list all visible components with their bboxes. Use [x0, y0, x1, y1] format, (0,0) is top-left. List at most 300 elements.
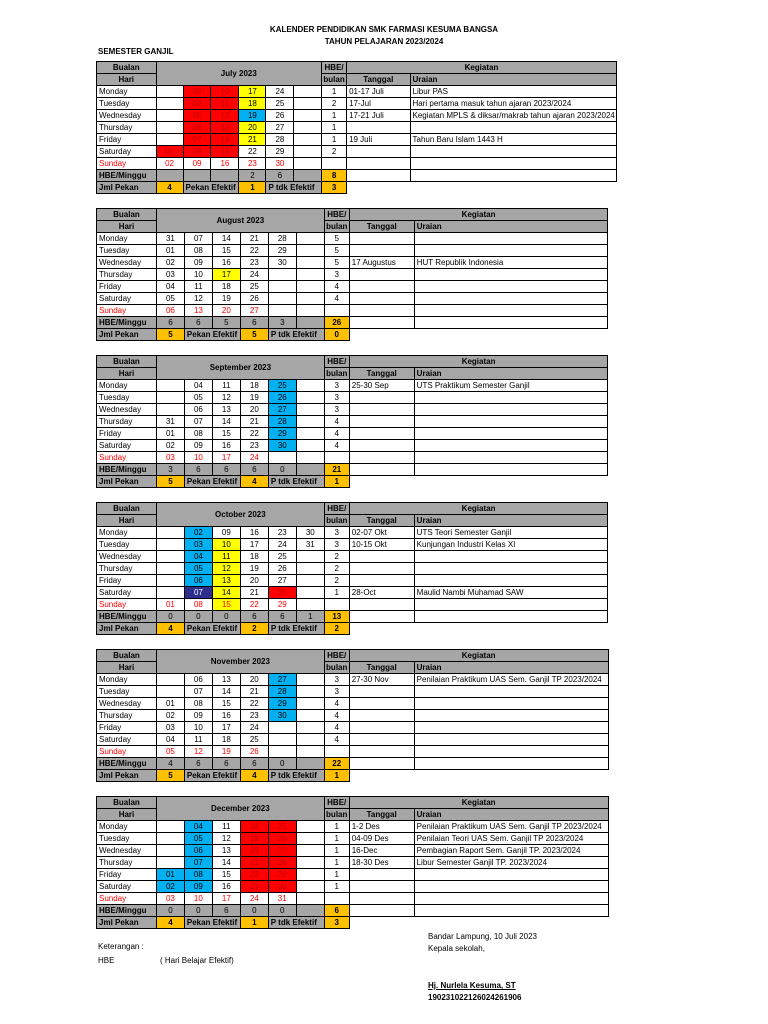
hbe-bulan-cell: 2	[324, 563, 349, 575]
kegiatan-tanggal-cell	[349, 269, 414, 281]
hbe-bulan-label-1: HBE/	[324, 209, 349, 221]
hbe-bulan-cell: 4	[324, 428, 349, 440]
day-label: Monday	[97, 674, 157, 686]
kegiatan-tanggal-cell: 19 Juli	[347, 134, 410, 146]
date-cell: 27	[268, 845, 296, 857]
jml-pekan-label: Jml Pekan	[97, 623, 157, 635]
hbe-bulan-cell: 4	[324, 416, 349, 428]
date-cell	[296, 722, 324, 734]
hbe-bulan-label-1: HBE/	[324, 797, 349, 809]
kegiatan-uraian-cell: Tahun Baru Islam 1443 H	[410, 134, 616, 146]
kegiatan-tanggal-cell: 10-15 Okt	[349, 539, 414, 551]
day-row	[97, 734, 762, 746]
month-name: September 2023	[156, 356, 324, 380]
kegiatan-uraian-cell	[414, 293, 608, 305]
day-label: Wednesday	[97, 551, 157, 563]
day-label: Friday	[97, 575, 157, 587]
hbe-minggu-cell: 6	[266, 170, 294, 182]
date-cell	[296, 293, 324, 305]
date-cell	[296, 452, 324, 464]
tanggal-label: Tanggal	[349, 809, 414, 821]
kegiatan-tanggal-cell: 28-Oct	[349, 587, 414, 599]
month-table-0	[96, 61, 762, 194]
jml-pekan-value: 5	[156, 476, 184, 488]
hbe-total: 13	[324, 611, 349, 623]
p-tdk-efektif-value: 0	[324, 329, 349, 341]
hbe-bulan-label-2: bulan	[323, 75, 345, 84]
date-cell: 04	[184, 380, 212, 392]
date-cell: 11	[212, 380, 240, 392]
hbe-minggu-cell: 3	[268, 317, 296, 329]
date-cell	[156, 539, 184, 551]
jml-pekan-value: 4	[156, 182, 183, 194]
kegiatan-tanggal-cell	[349, 392, 414, 404]
date-cell: 29	[268, 428, 296, 440]
hbe-bulan-cell: 4	[324, 293, 349, 305]
day-row	[97, 845, 762, 857]
kegiatan-tanggal-cell: 01-17 Juli	[347, 86, 410, 98]
day-label: Friday	[97, 281, 157, 293]
day-row	[97, 563, 762, 575]
date-cell: 13	[211, 122, 239, 134]
hbe-minggu-cell	[294, 170, 322, 182]
date-cell: 11	[184, 281, 212, 293]
date-cell: 05	[156, 293, 184, 305]
date-cell	[296, 416, 324, 428]
day-label: Thursday	[97, 710, 157, 722]
date-cell: 03	[183, 86, 211, 98]
day-row	[97, 746, 762, 758]
p-tdk-efektif-value: 2	[324, 623, 349, 635]
tanggal-label: Tanggal	[349, 515, 414, 527]
document-subtitle: TAHUN PELAJARAN 2023/2024	[324, 37, 444, 46]
kegiatan-label: Kegiatan	[349, 209, 608, 221]
day-row	[97, 134, 762, 146]
month-name: July 2023	[156, 62, 322, 86]
empty-cell	[349, 317, 414, 329]
bualan-label: Bualan	[97, 650, 157, 662]
date-cell: 08	[184, 599, 212, 611]
date-cell: 16	[212, 257, 240, 269]
date-cell: 22	[240, 698, 268, 710]
day-row	[97, 440, 762, 452]
day-row	[97, 527, 762, 539]
date-cell: 27	[266, 122, 294, 134]
hbe-bulan-cell: 1	[324, 857, 349, 869]
empty-cell	[414, 758, 608, 770]
pekan-efektif-label: Pekan Efektif	[184, 329, 240, 341]
date-cell: 02	[184, 527, 212, 539]
date-cell	[296, 674, 324, 686]
hbe-bulan-cell: 3	[324, 269, 349, 281]
hari-label: Hari	[97, 662, 157, 674]
kegiatan-uraian-cell	[414, 869, 608, 881]
date-cell: 19	[240, 833, 268, 845]
kegiatan-tanggal-cell	[349, 734, 414, 746]
empty-cell	[349, 464, 414, 476]
hbe-minggu-cell: 6	[212, 758, 240, 770]
kegiatan-tanggal-cell	[347, 158, 410, 170]
date-cell: 30	[266, 158, 294, 170]
jml-pekan-value: 4	[156, 623, 184, 635]
date-cell: 14	[212, 686, 240, 698]
date-cell: 03	[184, 539, 212, 551]
day-label: Tuesday	[97, 392, 157, 404]
date-cell: 30	[268, 440, 296, 452]
empty-cell	[414, 611, 608, 623]
day-row	[97, 86, 762, 98]
kegiatan-uraian-cell	[414, 893, 608, 905]
date-cell	[156, 122, 183, 134]
date-cell: 14	[212, 857, 240, 869]
day-label: Tuesday	[97, 539, 157, 551]
bualan-label: Bualan	[97, 356, 157, 368]
date-cell	[156, 380, 184, 392]
date-cell	[296, 893, 324, 905]
kegiatan-uraian-cell	[414, 734, 608, 746]
p-tdk-efektif-label: P tdk Efektif	[268, 476, 324, 488]
date-cell: 09	[184, 440, 212, 452]
day-label: Sunday	[97, 452, 157, 464]
hbe-minggu-cell: 0	[156, 611, 184, 623]
day-label: Wednesday	[97, 110, 157, 122]
hbe-minggu-cell	[296, 758, 324, 770]
kegiatan-tanggal-cell: 17-21 Juli	[347, 110, 410, 122]
p-tdk-efektif-label: P tdk Efektif	[268, 770, 324, 782]
tanggal-label: Tanggal	[349, 368, 414, 380]
pekan-efektif-value: 5	[240, 329, 268, 341]
empty-cell	[347, 170, 410, 182]
hbe-bulan-cell	[324, 599, 349, 611]
date-cell: 22	[239, 146, 266, 158]
date-cell: 21	[240, 686, 268, 698]
kegiatan-tanggal-cell: 1-2 Des	[349, 821, 414, 833]
date-cell	[296, 269, 324, 281]
day-label: Saturday	[97, 587, 157, 599]
hbe-minggu-cell: 0	[156, 905, 184, 917]
hbe-minggu-cell: 0	[184, 611, 212, 623]
hbe-total: 26	[324, 317, 349, 329]
date-cell: 30	[268, 881, 296, 893]
date-cell: 18	[239, 98, 266, 110]
date-cell: 13	[212, 404, 240, 416]
day-row	[97, 305, 762, 317]
hbe-minggu-label: HBE/Minggu	[97, 317, 157, 329]
hbe-bulan-cell: 5	[324, 233, 349, 245]
hbe-bulan-cell: 3	[324, 527, 349, 539]
hbe-minggu-cell	[183, 170, 211, 182]
jml-pekan-value: 4	[156, 917, 184, 929]
date-cell	[268, 734, 296, 746]
p-tdk-efektif-label: P tdk Efektif	[268, 623, 324, 635]
day-label: Wednesday	[97, 404, 157, 416]
date-cell	[268, 452, 296, 464]
kegiatan-tanggal-cell	[349, 722, 414, 734]
date-cell: 22	[240, 245, 268, 257]
uraian-label: Uraian	[414, 662, 608, 674]
day-label: Tuesday	[97, 833, 157, 845]
hari-label: Hari	[97, 74, 157, 86]
day-label: Tuesday	[97, 245, 157, 257]
date-cell: 17	[239, 86, 266, 98]
date-cell	[296, 563, 324, 575]
date-cell: 01	[156, 869, 184, 881]
date-cell: 04	[156, 281, 184, 293]
kegiatan-uraian-cell: Pembagian Raport Sem. Ganjil TP. 2023/2024	[414, 845, 608, 857]
kegiatan-tanggal-cell	[349, 686, 414, 698]
jml-pekan-label: Jml Pekan	[97, 476, 157, 488]
kegiatan-uraian-cell	[414, 698, 608, 710]
hbe-total: 6	[324, 905, 349, 917]
day-row	[97, 281, 762, 293]
date-cell	[294, 122, 322, 134]
day-row	[97, 233, 762, 245]
kegiatan-tanggal-cell	[349, 881, 414, 893]
date-cell: 17	[212, 722, 240, 734]
document-title: KALENDER PENDIDIKAN SMK FARMASI KESUMA BANGSA	[269, 25, 499, 34]
date-cell: 07	[184, 857, 212, 869]
date-cell	[156, 674, 184, 686]
date-cell	[296, 281, 324, 293]
p-tdk-efektif-value: 3	[322, 182, 347, 194]
date-cell: 25	[268, 380, 296, 392]
date-cell: 25	[240, 281, 268, 293]
hbe-bulan-cell: 1	[324, 821, 349, 833]
date-cell: 15	[212, 428, 240, 440]
kegiatan-uraian-cell: HUT Republik Indonesia	[414, 257, 608, 269]
date-cell: 04	[183, 98, 211, 110]
date-cell: 20	[240, 845, 268, 857]
hbe-minggu-label: HBE/Minggu	[97, 905, 157, 917]
date-cell: 29	[266, 146, 294, 158]
signature-position: Kepala sekolah,	[428, 944, 485, 953]
date-cell: 25	[266, 98, 294, 110]
date-cell: 06	[184, 674, 212, 686]
date-cell: 07	[184, 233, 212, 245]
kegiatan-tanggal-cell: 18-30 Des	[349, 857, 414, 869]
date-cell: 02	[156, 440, 184, 452]
kegiatan-uraian-cell: Maulid Nambi Muhamad SAW	[414, 587, 608, 599]
date-cell	[296, 881, 324, 893]
kegiatan-label: Kegiatan	[347, 62, 617, 74]
day-row	[97, 698, 762, 710]
hbe-total: 22	[324, 758, 349, 770]
date-cell	[156, 563, 184, 575]
date-cell: 01	[156, 599, 184, 611]
day-label: Monday	[97, 821, 157, 833]
date-cell: 03	[156, 722, 184, 734]
date-cell: 11	[212, 551, 240, 563]
day-label: Thursday	[97, 416, 157, 428]
date-cell: 24	[240, 269, 268, 281]
hbe-minggu-cell: 6	[212, 905, 240, 917]
kegiatan-uraian-cell	[414, 575, 608, 587]
jml-pekan-value: 5	[156, 770, 184, 782]
hbe-total: 21	[324, 464, 349, 476]
hbe-minggu-cell: 6	[184, 758, 212, 770]
hbe-bulan-cell: 4	[324, 722, 349, 734]
date-cell: 20	[239, 122, 266, 134]
month-table-5	[96, 796, 762, 929]
hbe-minggu-cell: 6	[184, 464, 212, 476]
hbe-minggu-cell: 0	[212, 611, 240, 623]
date-cell: 20	[240, 404, 268, 416]
date-cell: 02	[156, 881, 184, 893]
kegiatan-tanggal-cell	[349, 305, 414, 317]
uraian-label: Uraian	[414, 515, 608, 527]
kegiatan-uraian-cell	[414, 428, 608, 440]
bualan-label: Bualan	[97, 503, 157, 515]
tanggal-label: Tanggal	[349, 662, 414, 674]
kegiatan-uraian-cell	[414, 440, 608, 452]
kegiatan-tanggal-cell	[349, 281, 414, 293]
day-row	[97, 98, 762, 110]
date-cell: 25	[268, 821, 296, 833]
pekan-efektif-value: 4	[240, 476, 268, 488]
pekan-efektif-label: Pekan Efektif	[184, 917, 240, 929]
date-cell: 22	[240, 869, 268, 881]
date-cell: 03	[156, 452, 184, 464]
day-label: Sunday	[97, 305, 157, 317]
kegiatan-uraian-cell: Penilaian Praktikum UAS Sem. Ganjil TP 2023/2024	[414, 821, 608, 833]
hbe-minggu-cell: 6	[268, 611, 296, 623]
kegiatan-uraian-cell	[414, 269, 608, 281]
date-cell: 24	[240, 452, 268, 464]
day-row	[97, 416, 762, 428]
date-cell: 13	[212, 845, 240, 857]
keterangan-label: Keterangan :	[98, 942, 144, 951]
date-cell	[296, 551, 324, 563]
date-cell	[294, 98, 322, 110]
kegiatan-tanggal-cell	[349, 452, 414, 464]
day-label: Sunday	[97, 893, 157, 905]
date-cell: 16	[212, 440, 240, 452]
day-row	[97, 833, 762, 845]
date-cell: 25	[240, 734, 268, 746]
kegiatan-tanggal-cell	[349, 746, 414, 758]
tanggal-label: Tanggal	[349, 221, 414, 233]
date-cell: 11	[211, 98, 239, 110]
day-row	[97, 428, 762, 440]
date-cell	[156, 86, 183, 98]
hbe-minggu-cell: 6	[212, 464, 240, 476]
hbe-minggu-cell	[296, 464, 324, 476]
day-label: Saturday	[97, 440, 157, 452]
day-row	[97, 587, 762, 599]
date-cell: 07	[184, 416, 212, 428]
date-cell: 15	[212, 869, 240, 881]
date-cell	[296, 833, 324, 845]
date-cell: 19	[240, 563, 268, 575]
pekan-efektif-label: Pekan Efektif	[184, 770, 240, 782]
hbe-bulan-cell: 3	[324, 380, 349, 392]
date-cell: 19	[239, 110, 266, 122]
hari-label: Hari	[97, 221, 157, 233]
date-cell: 03	[156, 269, 184, 281]
date-cell	[296, 686, 324, 698]
day-row	[97, 857, 762, 869]
date-cell: 17	[240, 539, 268, 551]
date-cell	[296, 380, 324, 392]
day-row	[97, 674, 762, 686]
day-label: Wednesday	[97, 257, 157, 269]
kegiatan-tanggal-cell	[349, 440, 414, 452]
date-cell: 02	[156, 710, 184, 722]
date-cell: 28	[268, 686, 296, 698]
day-row	[97, 539, 762, 551]
kegiatan-tanggal-cell: 17 Augustus	[349, 257, 414, 269]
day-label: Wednesday	[97, 698, 157, 710]
day-row	[97, 245, 762, 257]
date-cell: 28	[266, 134, 294, 146]
kegiatan-uraian-cell: UTS Praktikum Semester Ganjil	[414, 380, 608, 392]
hbe-minggu-label: HBE/Minggu	[97, 464, 157, 476]
date-cell: 20	[240, 575, 268, 587]
hbe-bulan-cell: 1	[324, 845, 349, 857]
date-cell: 26	[268, 563, 296, 575]
hbe-bulan-label-2: bulan	[326, 516, 348, 525]
hbe-bulan-label-2: bulan	[326, 663, 348, 672]
kegiatan-uraian-cell	[414, 452, 608, 464]
date-cell: 19	[212, 746, 240, 758]
date-cell: 27	[268, 674, 296, 686]
hbe-bulan-cell: 5	[324, 257, 349, 269]
day-label: Wednesday	[97, 845, 157, 857]
date-cell: 04	[156, 734, 184, 746]
date-cell	[296, 869, 324, 881]
jml-pekan-label: Jml Pekan	[97, 917, 157, 929]
hbe-bulan-cell: 3	[324, 686, 349, 698]
kegiatan-tanggal-cell	[349, 869, 414, 881]
kegiatan-label: Kegiatan	[349, 797, 608, 809]
kegiatan-uraian-cell: Kunjungan Industri Kelas XI	[414, 539, 608, 551]
date-cell: 12	[212, 833, 240, 845]
date-cell	[296, 710, 324, 722]
date-cell: 13	[212, 575, 240, 587]
date-cell: 28	[268, 857, 296, 869]
empty-cell	[414, 464, 608, 476]
date-cell	[156, 833, 184, 845]
date-cell: 23	[240, 257, 268, 269]
date-cell: 17	[212, 893, 240, 905]
hbe-legend-label: HBE	[98, 956, 115, 965]
date-cell: 28	[268, 233, 296, 245]
day-label: Monday	[97, 233, 157, 245]
kegiatan-uraian-cell	[414, 233, 608, 245]
day-row	[97, 293, 762, 305]
date-cell: 18	[240, 551, 268, 563]
date-cell: 24	[268, 539, 296, 551]
kegiatan-uraian-cell	[414, 245, 608, 257]
date-cell: 10	[184, 269, 212, 281]
date-cell: 07	[183, 134, 211, 146]
hbe-minggu-cell: 6	[240, 464, 268, 476]
p-tdk-efektif-label: P tdk Efektif	[266, 182, 322, 194]
day-label: Friday	[97, 428, 157, 440]
date-cell: 26	[268, 833, 296, 845]
hbe-minggu-cell: 2	[239, 170, 266, 182]
kegiatan-tanggal-cell	[349, 698, 414, 710]
date-cell	[296, 698, 324, 710]
date-cell: 09	[184, 881, 212, 893]
date-cell	[156, 845, 184, 857]
date-cell	[296, 233, 324, 245]
kegiatan-uraian-cell: Libur Semester Ganjil TP. 2023/2024	[414, 857, 608, 869]
pekan-efektif-label: Pekan Efektif	[184, 623, 240, 635]
hbe-minggu-label: HBE/Minggu	[97, 758, 157, 770]
date-cell: 21	[240, 233, 268, 245]
kegiatan-tanggal-cell	[349, 575, 414, 587]
